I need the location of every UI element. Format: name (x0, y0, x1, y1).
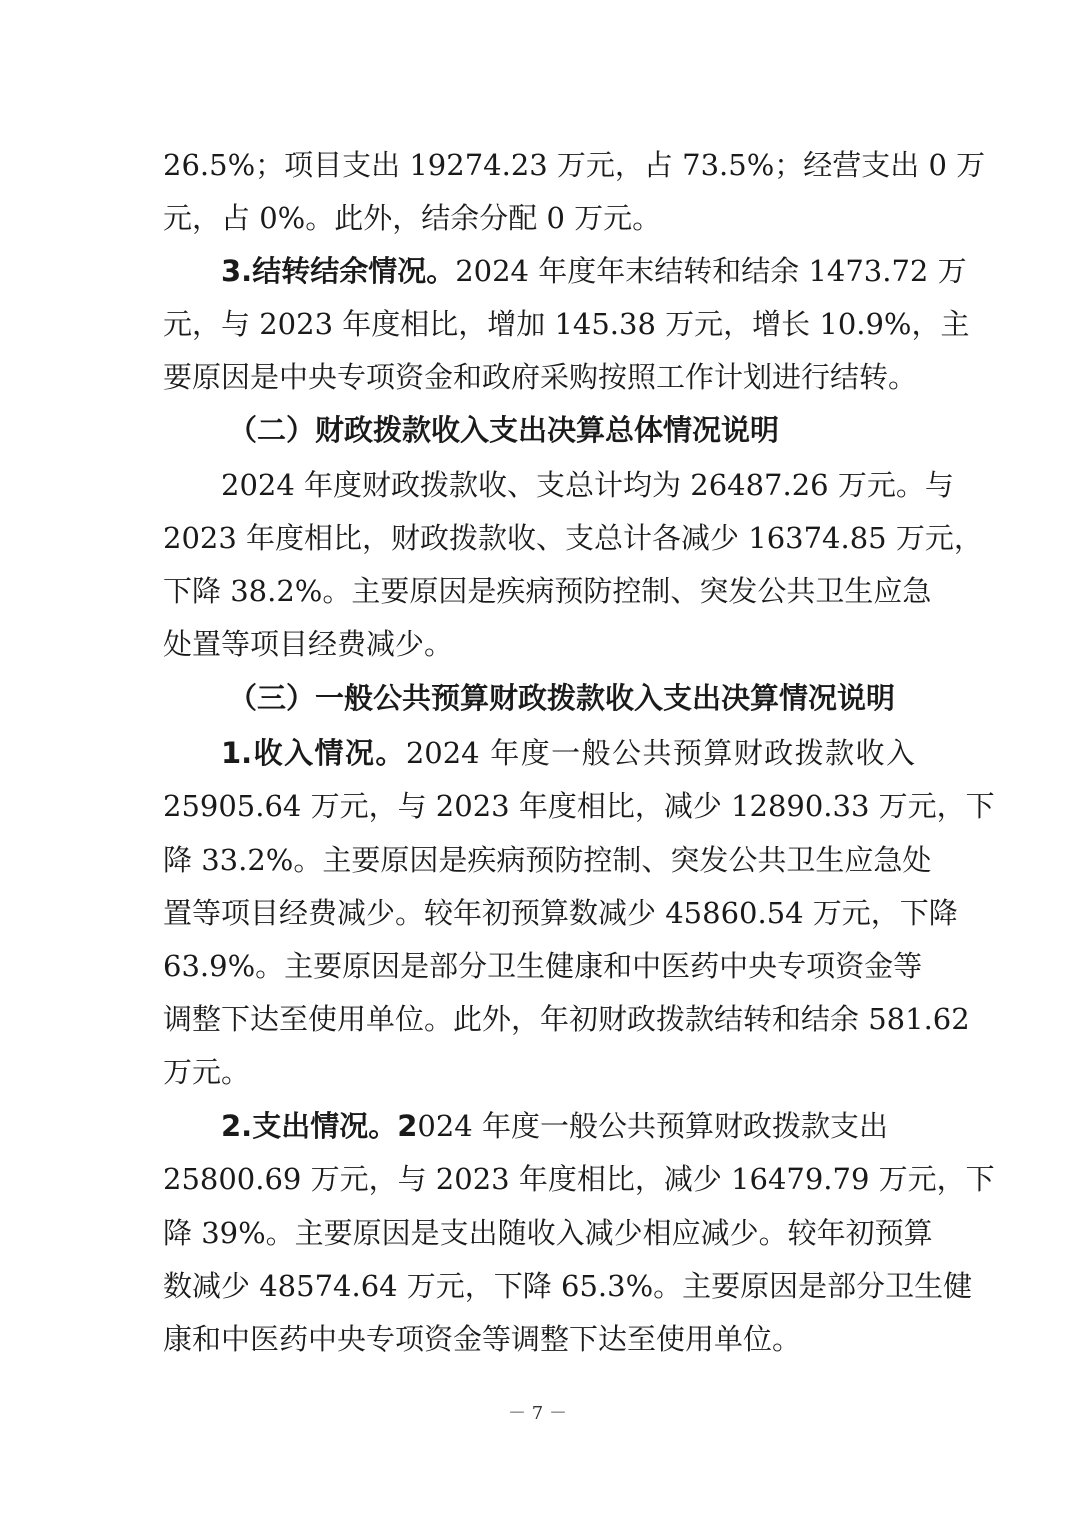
paragraph-line: 2024 年度财政拨款收、支总计均为 26487.26 万元。与 (221, 468, 954, 502)
paragraph-line: 调整下达至使用单位。此外，年初财政拨款结转和结余 581.62 (163, 1002, 970, 1036)
section-heading-3: （三）一般公共预算财政拨款收入支出决算情况说明 (228, 681, 896, 715)
paragraph-line: 处置等项目经费减少。 (163, 627, 454, 661)
paragraph-line: 万元。 (163, 1055, 251, 1089)
page-number: － 7 － (508, 1403, 567, 1424)
paragraph-line: 降 39%。主要原因是支出随收入减少相应减少。较年初预算 (163, 1216, 933, 1250)
paragraph-line (221, 733, 915, 773)
paragraph-line: 25800.69 万元，与 2023 年度相比，减少 16479.79 万元，下 (163, 1162, 995, 1196)
paragraph-text: 2024 年度一般公共预算财政拨款收入 (405, 736, 915, 770)
paragraph-text: 024 年度一般公共预算财政拨款支出 (417, 1109, 888, 1143)
paragraph-line: 元，与 2023 年度相比，增加 145.38 万元，增长 10.9%，主 (163, 307, 970, 341)
paragraph-line: 25905.64 万元，与 2023 年度相比，减少 12890.33 万元，下 (163, 789, 995, 823)
paragraph-line: 数减少 48574.64 万元，下降 65.3%。主要原因是部分卫生健 (163, 1269, 973, 1303)
subheading-income: 1.收入情况。 (221, 736, 406, 770)
subheading-carryover: 3.结转结余情况。 (221, 254, 456, 288)
paragraph-line: 26.5%；项目支出 19274.23 万元，占 73.5%；经营支出 0 万 (163, 148, 986, 182)
paragraph-text: 2024 年度年末结转和结余 1473.72 万 (455, 254, 967, 288)
paragraph-line: 降 33.2%。主要原因是疾病预防控制、突发公共卫生应急处 (163, 843, 932, 877)
paragraph-line: 63.9%。主要原因是部分卫生健康和中医药中央专项资金等 (163, 949, 923, 983)
paragraph-line: 置等项目经费减少。较年初预算数减少 45860.54 万元，下降 (163, 896, 958, 930)
paragraph-line: 康和中医药中央专项资金等调整下达至使用单位。 (163, 1322, 802, 1356)
paragraph-line (221, 1106, 915, 1146)
paragraph-line: 元，占 0%。此外，结余分配 0 万元。 (163, 201, 662, 235)
subheading-expenditure: 2.支出情况。2 (221, 1109, 418, 1143)
paragraph-line: 2023 年度相比，财政拨款收、支总计各减少 16374.85 万元， (163, 521, 983, 555)
paragraph-line: 下降 38.2%。主要原因是疾病预防控制、突发公共卫生应急 (163, 574, 932, 608)
paragraph-line (221, 251, 967, 291)
section-heading-2: （二）财政拨款收入支出决算总体情况说明 (228, 413, 780, 447)
paragraph-line: 要原因是中央专项资金和政府采购按照工作计划进行结转。 (163, 360, 918, 394)
